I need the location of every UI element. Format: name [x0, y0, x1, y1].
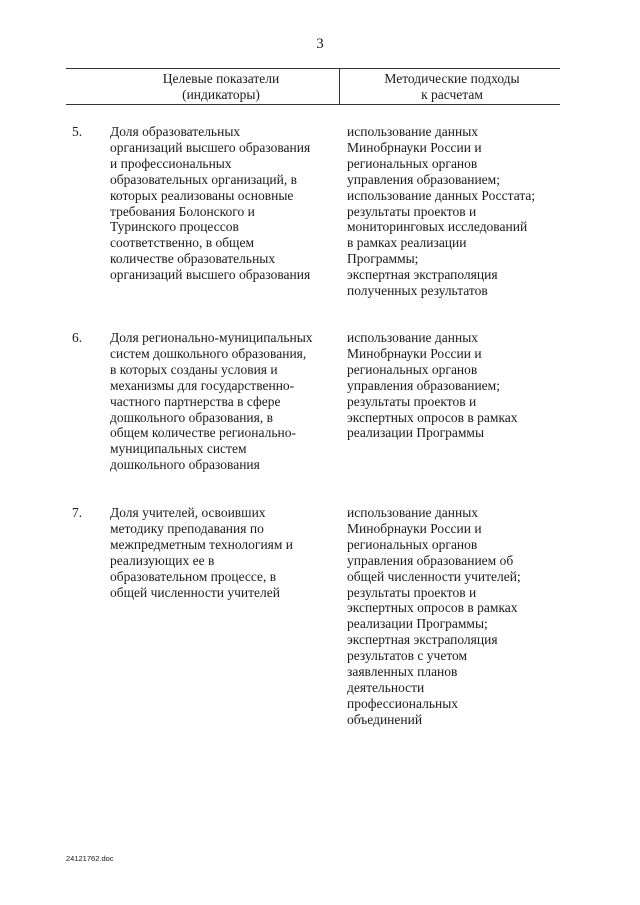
header-methods: Методические подходы к расчетам: [384, 71, 520, 102]
row-number: 6.: [72, 330, 83, 345]
row-indicator: Доля образовательных организаций высшего образования и профессиональных образовательных организаций, в которых реализованы основные требования Болонского и Туринского процессов соответственно, в общем количестве образовательных организаций высшего образования: [110, 124, 311, 283]
row-method: использование данных Минобрнауки России и региональных органов управления образованием; результаты проектов и экспертных опросов в рамках реализации Программы: [347, 330, 518, 441]
header-indicators: Целевые показатели (индикаторы): [162, 71, 280, 102]
row-method: использование данных Минобрнауки России и региональных органов управления образованием об общей численности учителей; результаты проектов и экспертных опросов в рамках реализации Программы; экспертная экстраполяция результатов с учетом заявленных планов деятельности профессиональных объединений: [347, 505, 521, 727]
table-top-rule: [66, 68, 560, 69]
header-column-divider: [339, 68, 340, 104]
row-indicator: Доля регионально-муниципальных систем дошкольного образования, в которых созданы условия и механизмы для государственно- частного партнерства в сфере дошкольного образования, в общем количестве регионально- муниципальных систем дошкольного образования: [110, 330, 313, 473]
row-indicator: Доля учителей, освоивших методику преподавания по межпредметным технологиям и реализующих ее в образовательном процессе, в общей численности учителей: [110, 505, 294, 600]
row-number: 7.: [72, 505, 83, 520]
page-number: 3: [316, 36, 324, 52]
row-number: 5.: [72, 124, 83, 139]
row-method: использование данных Минобрнауки России и региональных органов управления образованием; использование данных Росстата; результаты проектов и мониторинговых исследований в рамках реализации Программы; экспертная экстраполяция полученных результатов: [347, 124, 536, 299]
header-bottom-rule: [66, 104, 560, 105]
footer-filename: 24121762.doc: [66, 854, 114, 863]
